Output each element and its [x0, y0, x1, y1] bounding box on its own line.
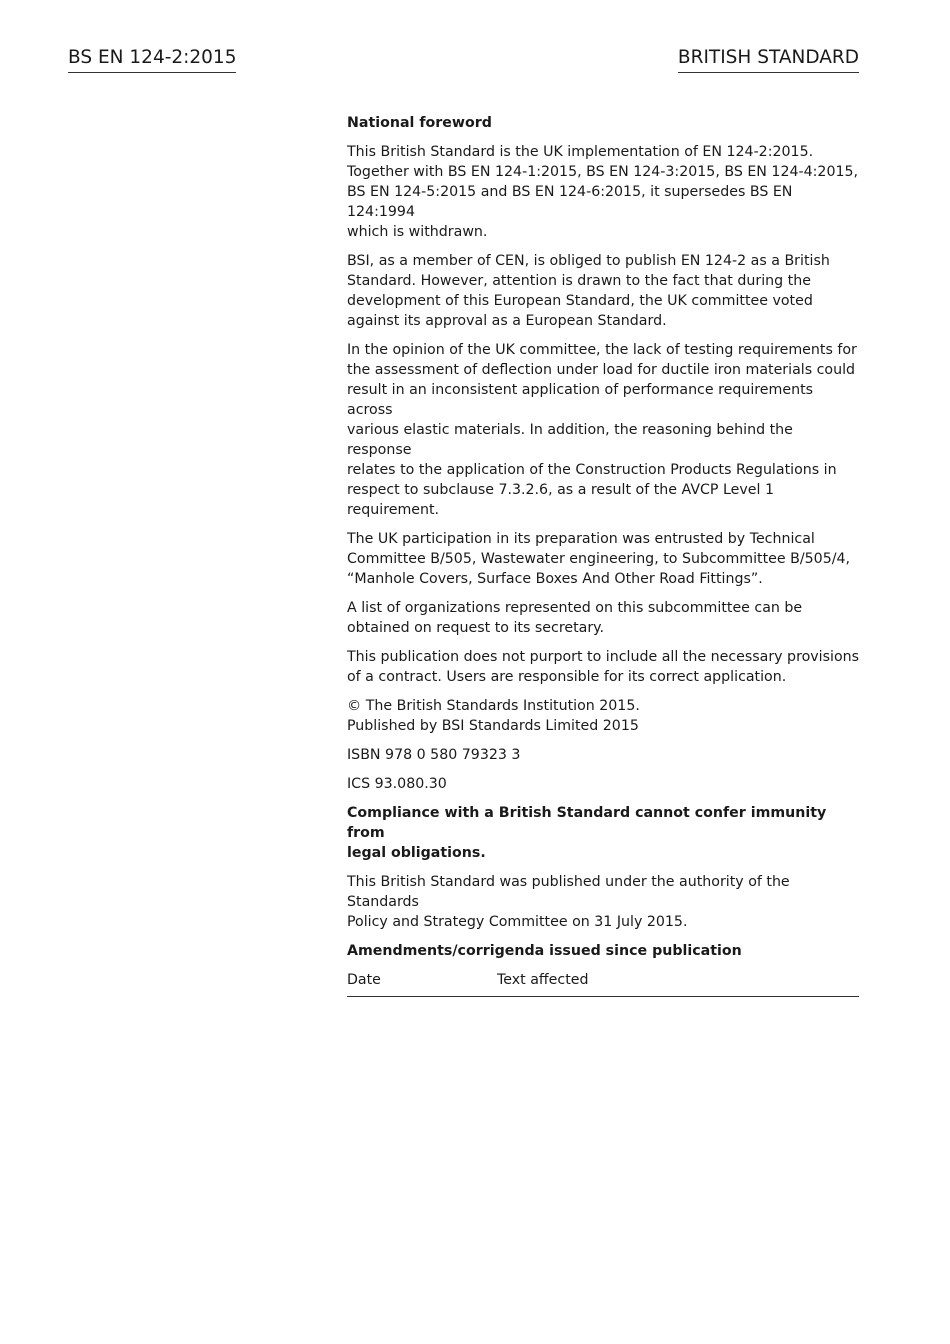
national-foreword — [347, 113, 859, 997]
amendments-date-header: Date — [347, 972, 381, 988]
foreword-paragraph-organizations: A list of organizations represented on this subcommittee can be obtained on request to its secretary. — [347, 600, 803, 636]
amendments-text-header: Text affected — [497, 972, 589, 988]
amendments-title: Amendments/corrigenda issued since publication — [347, 943, 742, 959]
document-type: BRITISH STANDARD — [678, 46, 859, 73]
amendments-table — [347, 970, 859, 997]
ics-code: ICS 93.080.30 — [347, 776, 447, 792]
document-id: BS EN 124-2:2015 — [68, 46, 236, 73]
authority-statement: This British Standard was published under the authority of the Standards Policy and Strategy Committee on 31 July 2015. — [347, 874, 790, 930]
compliance-statement: Compliance with a British Standard cannot confer immunity from legal obligations. — [347, 805, 827, 861]
foreword-paragraph-participation: The UK participation in its preparation was entrusted by Technical Committee B/505, Wastewater engineering, to Subcommittee B/505/4, “Manhole Covers, Surface Boxes And Other Road Fittings”. — [347, 531, 851, 587]
isbn: ISBN 978 0 580 79323 3 — [347, 747, 521, 763]
copyright-notice: © The British Standards Institution 2015. Published by BSI Standards Limited 2015 — [347, 698, 640, 734]
foreword-title: National foreword — [347, 115, 492, 131]
foreword-paragraph-committee-opinion: In the opinion of the UK committee, the lack of testing requirements for the assessment of deflection under load for ductile iron materials could result in an inconsistent application of performance requirements across various elastic materials. In addition, the reasoning behind the response relates to the application of the Construction Products Regulations in respect to subclause 7.3.2.6, as a result of the AVCP Level 1 requirement. — [347, 342, 857, 518]
foreword-paragraph-provisions: This publication does not purport to include all the necessary provisions of a contract. Users are responsible for its correct application. — [347, 649, 860, 685]
foreword-paragraph-implementation: This British Standard is the UK implementation of EN 124-2:2015. Together with BS EN 124-1:2015, BS EN 124-3:2015, BS EN 124-4:2015, BS EN 124-5:2015 and BS EN 124-6:2015, it supersedes BS EN 124:1994 which is withdrawn. — [347, 144, 859, 240]
foreword-paragraph-cen-obligation: BSI, as a member of CEN, is obliged to publish EN 124-2 as a British Standard. However, attention is drawn to the fact that during the development of this European Standard, the UK committee voted against its approval as a European Standard. — [347, 253, 830, 329]
